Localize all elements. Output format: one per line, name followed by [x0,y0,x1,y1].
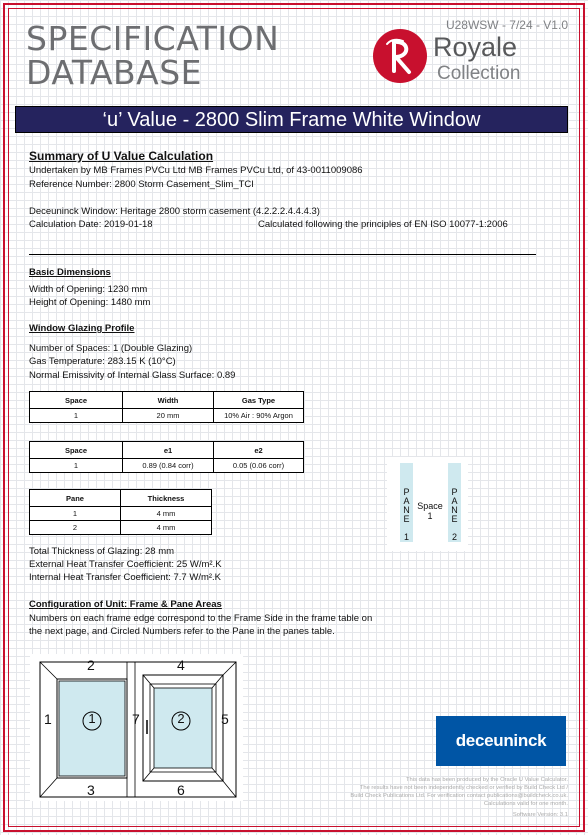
summary-date: Calculation Date: 2019-01-18 [29,219,153,230]
frame-side-4: 4 [177,657,185,673]
disclaimer-line: Build Check Publications Ltd. For verification contact publications@buildcheck.co.uk. [350,793,568,799]
summary-standard: Calculated following the principles of EN ISO 10077-1:2006 [258,219,508,230]
table-header: Width [123,392,214,409]
basic-dimensions-heading: Basic Dimensions [29,267,111,278]
pane-2-marker: 2 [177,711,185,726]
space-label [414,501,446,521]
table-cell: 10% Air : 90% Argon [214,409,304,423]
summary-window: Deceuninck Window: Heritage 2800 storm casement (4.2.2.2.4.4.4.3) [29,206,320,217]
table-row [30,521,212,535]
configuration-heading: Configuration of Unit: Frame & Pane Areas [29,599,222,610]
table-header: Thickness [121,490,212,507]
table-cell: 20 mm [123,409,214,423]
table-row [30,409,304,423]
table-row [30,507,212,521]
table-header: Space [30,442,123,459]
total-thickness: Total Thickness of Glazing: 28 mm [29,546,175,557]
disclaimer [278,776,568,819]
document-reference: U28WSW - 7/24 - V1.0 [445,18,568,32]
summary-heading: Summary of U Value Calculation [29,149,214,163]
disclaimer-line: This data has been produced by the Oracle U Value Calculator. [406,777,568,783]
pane-2-bar: P A N E 2 [448,463,461,542]
internal-coefficient: Internal Heat Transfer Coefficient: 7.7 W/m².K [29,572,222,583]
table-header: Gas Type [214,392,304,409]
configuration-note-2: the next page, and Circled Numbers refer to the Pane in the panes table. [29,626,335,637]
width-of-opening: Width of Opening: 1230 mm [29,284,148,295]
disclaimer-line: Calculations valid for one month. [483,801,568,807]
table-cell: 0.89 (0.84 corr) [123,459,214,473]
table-row [30,459,304,473]
product-banner: ‘u’ Value - 2800 Slim Frame White Window [15,106,568,133]
glazing-profile-heading: Window Glazing Profile [29,323,135,334]
frame-side-3: 3 [87,782,95,798]
title-line-2: DATABASE [26,53,203,92]
frame-side-5: 5 [221,711,229,727]
table-cell: 0.05 (0.06 corr) [214,459,304,473]
window-elevation-drawing [30,654,243,801]
pane-1-marker: 1 [88,711,96,726]
table-cell: 1 [30,409,123,423]
space-width-table [29,391,304,423]
software-version: Software Version: 3.1 [512,812,568,818]
royale-logo-icon [373,29,427,83]
window-frame-diagram [30,654,243,801]
pane-1-bar: P A N E 1 [400,463,413,542]
table-cell: 4 mm [121,521,212,535]
height-of-opening: Height of Opening: 1480 mm [29,297,151,308]
disclaimer-line: The results have not been independently checked or verified by Build Check Ltd / [359,785,568,791]
frame-side-7: 7 [132,711,140,727]
space-number: 1 [427,511,433,521]
title-line-1: SPECIFICATION [26,19,280,58]
gas-temperature: Gas Temperature: 283.15 K (10°C) [29,356,176,367]
deceuninck-logo: deceuninck [436,716,566,766]
frame-side-2: 2 [87,657,95,673]
frame-side-6: 6 [177,782,185,798]
table-header: e2 [214,442,304,459]
brand-name: Royale [433,32,518,62]
frame-side-1: 1 [44,711,52,727]
table-cell: 4 mm [121,507,212,521]
external-coefficient: External Heat Transfer Coefficient: 25 W/m².K [29,559,222,570]
table-cell: 1 [30,507,121,521]
table-cell: 1 [30,459,123,473]
normal-emissivity: Normal Emissivity of Internal Glass Surface: 0.89 [29,370,236,381]
number-of-spaces: Number of Spaces: 1 (Double Glazing) [29,343,193,354]
table-cell: 2 [30,521,121,535]
page-title [26,19,280,92]
table-header: Pane [30,490,121,507]
section-divider [29,254,536,255]
space-label-text: Space [417,501,443,511]
configuration-note-1: Numbers on each frame edge correspond to the Frame Side in the frame table on [29,613,373,624]
brand-subname: Collection [437,63,521,84]
summary-undertaken: Undertaken by MB Frames PVCu Ltd MB Frames PVCu Ltd, of 43-0011009086 [29,165,363,176]
table-header: Space [30,392,123,409]
emissivity-table [29,441,304,473]
summary-reference: Reference Number: 2800 Storm Casement_Slim_TCI [29,179,254,190]
pane-thickness-table [29,489,212,535]
table-header: e1 [123,442,214,459]
glazing-cross-section [387,457,468,551]
